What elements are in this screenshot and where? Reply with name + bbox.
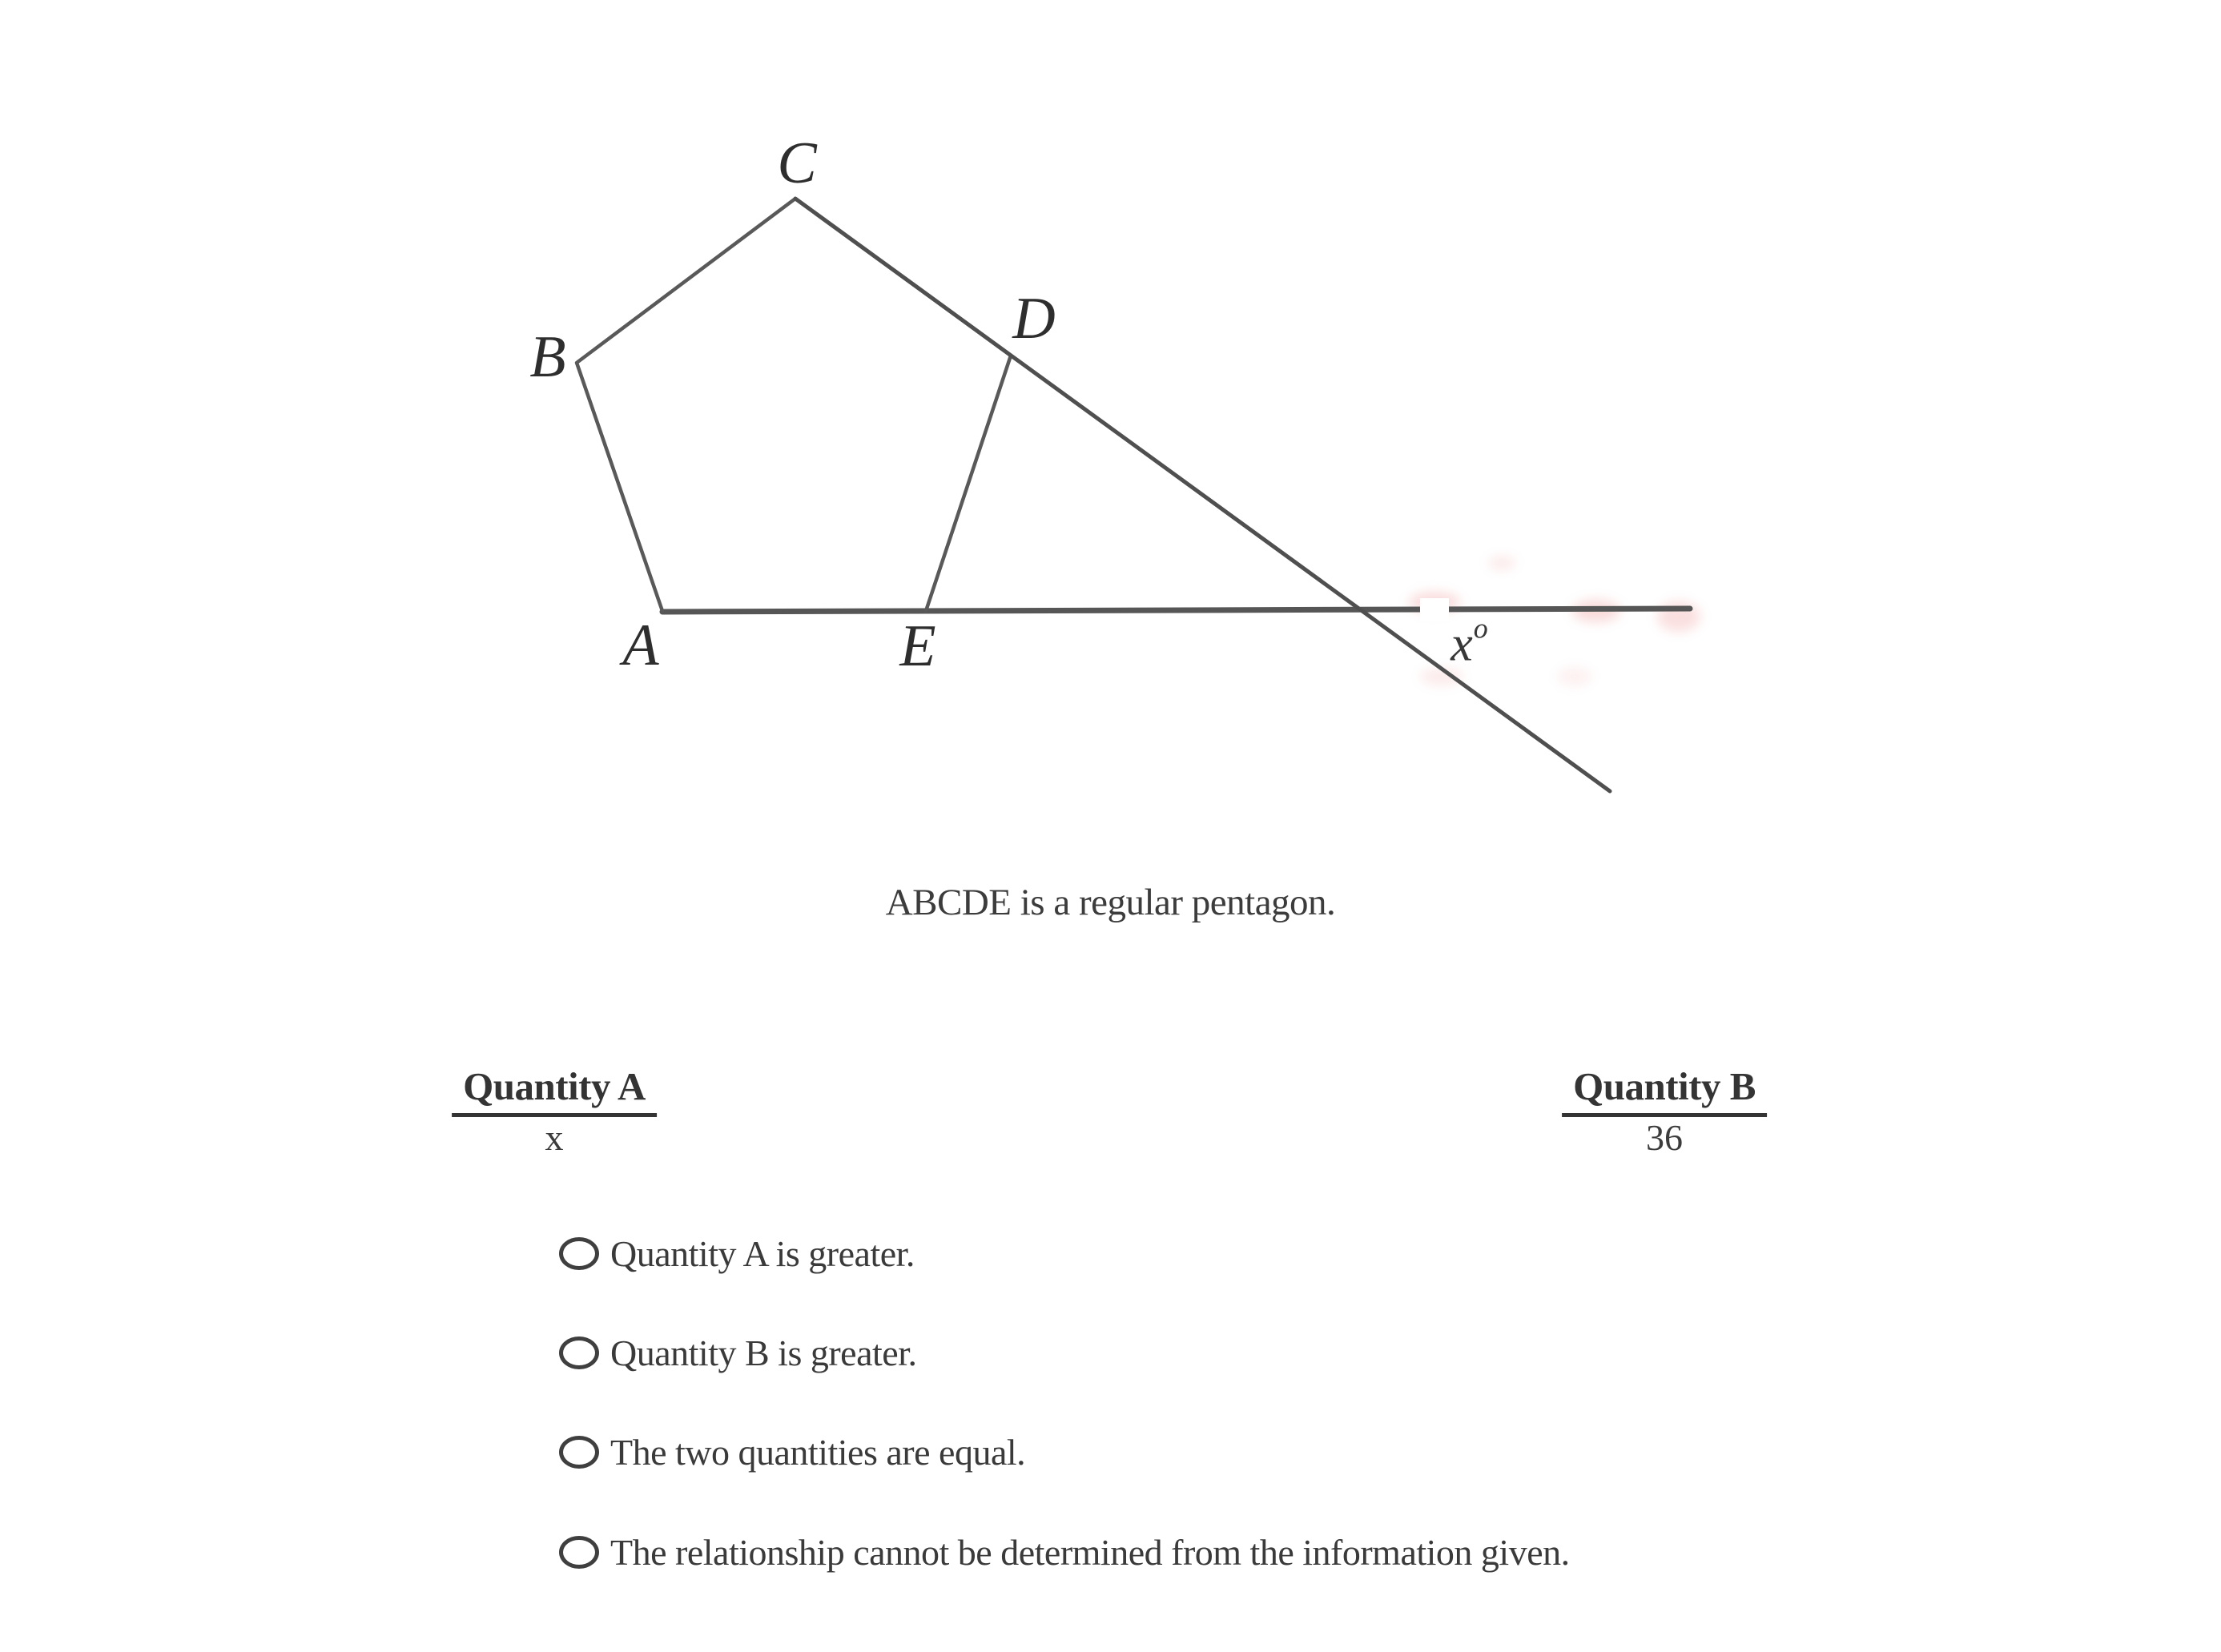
angle-x-base: x: [1450, 617, 1473, 672]
extended-line-cd: [795, 199, 1610, 791]
option-row-1: [559, 1232, 915, 1275]
radio-option-2[interactable]: [559, 1336, 599, 1369]
radio-option-4[interactable]: [559, 1536, 599, 1569]
quantity-a-value: x: [545, 1117, 564, 1158]
angle-x-sup: o: [1473, 612, 1488, 645]
option-2-label: Quantity B is greater.: [610, 1332, 917, 1373]
option-1-label: Quantity A is greater.: [610, 1233, 915, 1274]
option-4-label: The relationship cannot be determined from the information given.: [610, 1532, 1570, 1573]
vertex-label-a: A: [622, 613, 659, 678]
vertex-label-b: B: [529, 324, 566, 390]
radio-option-1[interactable]: [559, 1237, 599, 1270]
quantity-b-value: 36: [1646, 1117, 1683, 1158]
figure-caption: ABCDE is a regular pentagon.: [885, 882, 1336, 923]
pentagon-outline: [577, 199, 1011, 611]
vertex-label-c: C: [777, 131, 817, 196]
option-row-3: [559, 1430, 1025, 1473]
option-3-label: The two quantities are equal.: [610, 1432, 1026, 1473]
angle-x-label: [1450, 612, 1488, 672]
vertex-label-d: D: [1012, 286, 1056, 352]
vertex-label-e: E: [899, 613, 936, 679]
option-row-4: [559, 1530, 1570, 1574]
base-line-ae-extended: [662, 609, 1690, 612]
option-row-2: [559, 1331, 916, 1374]
angle-gap-artifact: [1420, 598, 1449, 621]
quantity-a-header: Quantity A: [452, 1067, 657, 1117]
radio-option-3[interactable]: [559, 1436, 599, 1469]
quantity-b-header: Quantity B: [1562, 1067, 1767, 1117]
